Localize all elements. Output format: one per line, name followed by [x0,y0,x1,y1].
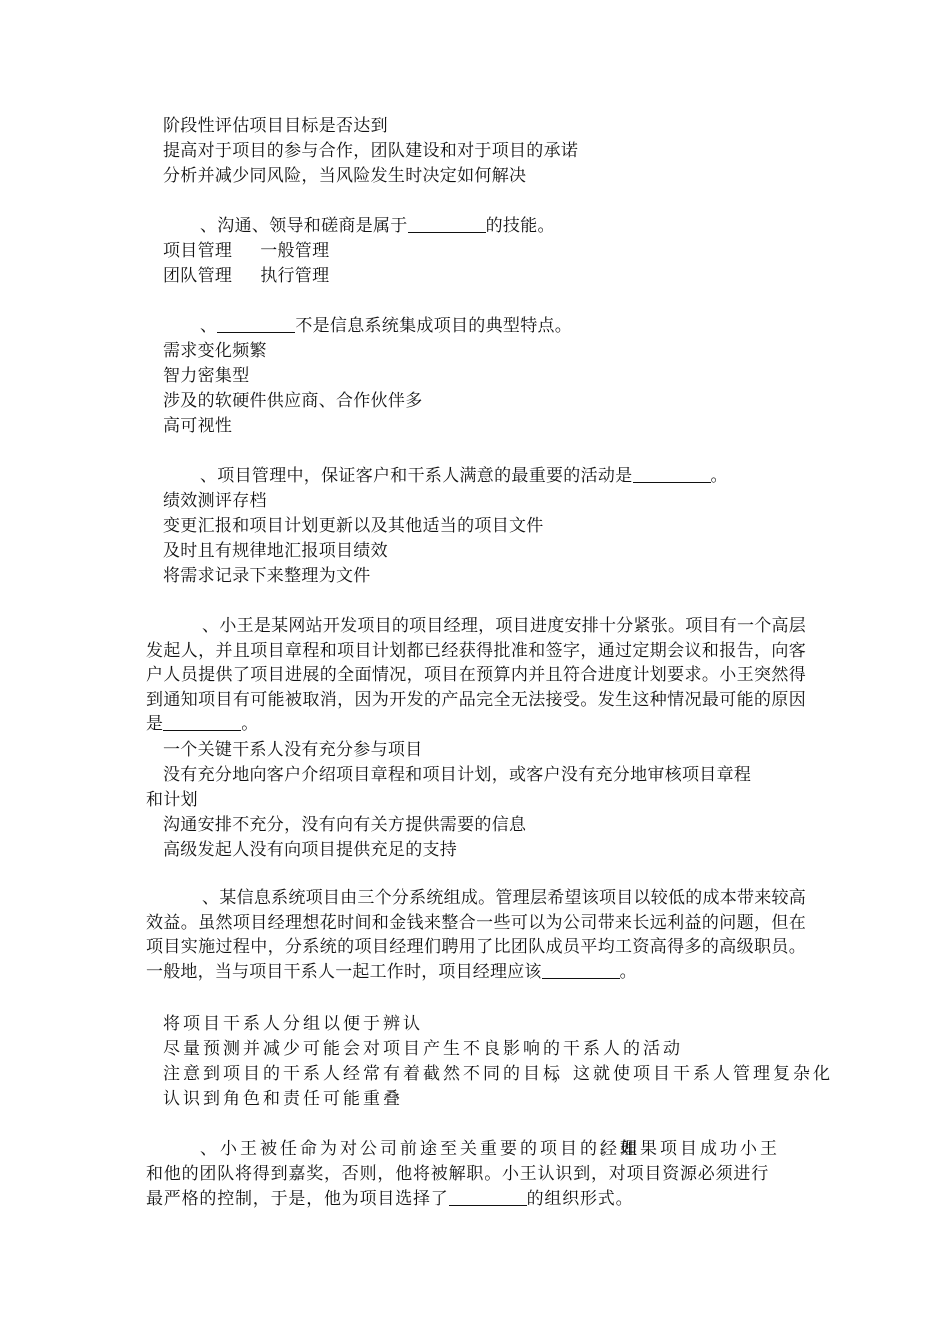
option-text: 一般管理 [260,241,330,261]
question-text: 最严格的控制，于是，他为项目选择了 [146,1189,449,1209]
option-line: 一个关键干系人没有充分参与项目 [163,740,423,760]
question-text: 、项目管理中，保证客户和干系人满意的最重要的活动是 [200,466,633,486]
question-text: 、小王被任命为对公司前途至关重要的项目的经理 [200,1139,640,1159]
option-line: 将需求记录下来整理为文件 [163,566,371,586]
answer-blank [163,714,241,731]
option-line: 认识到角色和责任可能重叠 [163,1089,403,1109]
question-appointed-line3 [146,1189,633,1209]
option-line-overlap [163,1064,833,1084]
option-line: 需求变化频繁 [163,341,267,361]
option-line: 涉及的软硬件供应商、合作伙伴多 [163,391,423,411]
answer-blank [542,962,620,979]
option-line: 阶段性评估项目目标是否达到 [163,116,388,136]
question-text: 。 [241,714,259,735]
question-satisfy [200,466,728,486]
option-text: 执行管理 [260,266,330,286]
option-text: 团队管理 [163,266,233,286]
option-line: 将项目干系人分组以便于辨认 [163,1014,423,1034]
answer-blank [408,216,486,233]
option-line: 没有充分地向客户介绍项目章程和项目计划，或客户没有充分地审核项目章程 [163,765,752,785]
question-text: 不是信息系统集成项目的典型特点。 [295,316,573,336]
option-line: 及时且有规律地汇报项目绩效 [163,541,388,561]
option-line: 智力密集型 [163,366,250,386]
question-text: 、某信息系统项目由三个分系统组成。管理层希望该项目以较低的成本带来较高效益。虽然项目经理想花时间和金钱来整合一些可以为公司带来长远利益的问题，但在项目实施过程中，分系统的项目经理们聘用了比团队成员平均工资高得多的高级职员。一般地，当与项目干系人一起工作时，项目经理应该 [146,888,806,982]
question-text: 。 [619,961,637,982]
option-line: 尽量预测并减少可能会对项目产生不良影响的干系人的活动 [163,1039,683,1059]
question-text: 。如果项目成功小王 [600,1139,780,1159]
option-line: 和计划 [146,790,198,810]
option-line: 沟通安排不充分，没有向有关方提供需要的信息 [163,815,527,835]
option-text: ，这就使项目干系人管理复杂化 [553,1064,833,1084]
question-text: 的组织形式。 [526,1189,634,1209]
question-subsystem [146,886,806,984]
answer-blank [633,466,711,483]
option-text: 注意到项目的干系人经常有着截然不同的目标 [163,1064,563,1084]
option-line: 分析并减少同风险，当风险发生时决定如何解决 [163,166,527,186]
option-row [163,241,329,261]
answer-blank [217,316,295,333]
question-text: 、小王是某网站开发项目的项目经理，项目进度安排十分紧张。项目有一个高层发起人，并且项目章程和项目计划都已经获得批准和签字，通过定期会议和报告，向客户人员提供了项目进展的全面情况，项目在预算内并且符合进度计划要求。小王突然得到通知项目有可能被取消，因为开发的产品完全无法接受。发生这种情况最可能的原因是 [146,616,806,735]
question-xiaowang [146,614,806,737]
question-text: 。 [710,466,728,486]
option-line: 高可视性 [163,416,233,436]
option-line: 变更汇报和项目计划更新以及其他适当的项目文件 [163,516,544,536]
question-feature [200,316,572,336]
question-text: 、 [200,316,218,336]
question-text: 、沟通、领导和磋商是属于 [200,216,408,236]
question-skill [200,216,555,236]
option-line: 绩效测评存档 [163,491,267,511]
question-text: 的技能。 [485,216,555,236]
option-line: 提高对于项目的参与合作，团队建设和对于项目的承诺 [163,141,579,161]
option-line: 高级发起人没有向项目提供充足的支持 [163,840,458,860]
question-appointed-line2: 和他的团队将得到嘉奖，否则，他将被解职。小王认识到，对项目资源必须进行 [146,1164,769,1184]
question-appointed-line1 [200,1139,780,1159]
option-text: 项目管理 [163,241,233,261]
option-row [163,266,329,286]
answer-blank [449,1189,527,1206]
